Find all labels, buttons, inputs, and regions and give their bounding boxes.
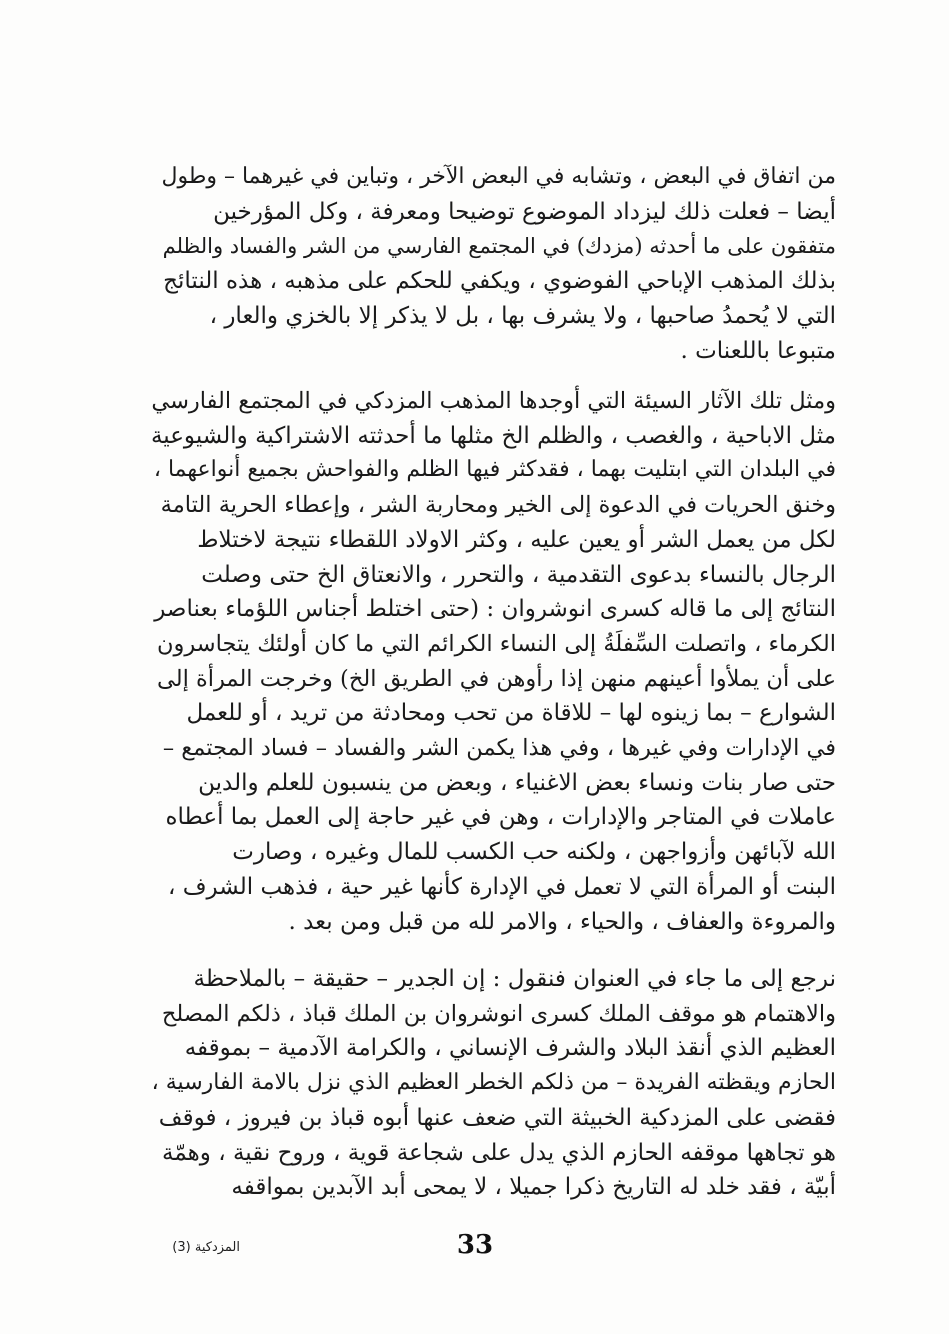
paragraph-3 — [150, 962, 836, 1205]
text-line: في الإدارات وفي غيرها ، وفي هذا يكمن الشر والفساد – فساد المجتمع – — [162, 735, 836, 762]
text-line: مثل الاباحية ، والغصب ، والظلم الخ مثلها ما أحدثته الاشتراكية والشيوعية — [150, 422, 836, 449]
text-line: بذلك المذهب الإباحي الفوضوي ، ويكفي للحكم على مذهبه ، هذه النتائج — [163, 268, 836, 295]
text-line: فقضى على المزدكية الخبيثة التي ضعف عنها أبوه قباذ بن فيروز ، فوقف — [158, 1104, 836, 1131]
text-line: التي لا يُحمدُ صاحبها ، ولا يشرف بها ، بل لا يذكر إلا بالخزي والعار ، — [209, 302, 836, 329]
text-line: وخنق الحريات في الدعوة إلى الخير ومحاربة الشر ، وإعطاء الحرية التامة — [160, 492, 836, 519]
text-line: والمروءة والعفاف ، والحياء ، والامر لله من قبل ومن بعد . — [288, 908, 836, 935]
text-line: الكرماء ، واتصلت السِّفلَةُ إلى النساء الكرائم التي ما كان أولئك يتجاسرون — [156, 630, 836, 657]
text-line: الله لآبائهن وأزواجهن ، ولكنه حب الكسب للمال وغيره ، وصارت — [232, 839, 836, 866]
text-line: الحازم ويقظته الفريدة – من ذلكم الخطر العظيم الذي نزل بالامة الفارسية ، — [151, 1070, 836, 1096]
text-line: ومثل تلك الآثار السيئة التي أوجدها المذهب المزدكي في المجتمع الفارسي — [151, 388, 836, 414]
text-line: متفقون على ما أحدثه (مزدك) في المجتمع الفارسي من الشر والفساد والظلم — [162, 234, 836, 259]
text-line: هو تجاهها موقفه الحازم الذي يدل على شجاعة قوية ، وروح نقية ، وهمّة — [162, 1139, 836, 1166]
text-line: حتى صار بنات ونساء بعض الاغنياء ، وبعض من ينسبون للعلم والدين — [198, 769, 836, 796]
paragraph-1 — [150, 160, 836, 368]
page-number: 33 — [456, 1230, 494, 1260]
text-line: لكل من يعمل الشر أو يعين عليه ، وكثر الاولاد اللقطاء نتيجة لاختلاط — [197, 526, 836, 553]
text-line: والاهتمام هو موقف الملك كسرى انوشروان بن الملك قباذ ، ذلكم المصلح — [161, 1000, 836, 1027]
text-line: الشوارع – بما زينوه لها – للاقاة من تحب ومحادثة من تريد ، أو للعمل — [186, 700, 836, 727]
text-line: متبوعا باللعنات . — [680, 337, 836, 364]
text-line: أيضا – فعلت ذلك ليزداد الموضوع توضيحا ومعرفة ، وكل المؤرخين — [213, 198, 836, 225]
text-line: نرجع إلى ما جاء في العنوان فنقول : إن الجدير – حقيقة – بالملاحظة — [193, 966, 836, 992]
text-line: في البلدان التي ابتليت بهما ، فقدكثر فيها الظلم والفواحش بجميع أنواعهما ، — [153, 457, 836, 483]
text-line: العظيم الذي أنقذ البلاد والشرف الإنساني ، والكرامة الآدمية – بموقفه — [184, 1035, 836, 1062]
text-line: من اتفاق في البعض ، وتشابه في البعض الآخر ، وتباين في غيرهما – وطول — [161, 164, 836, 189]
text-line: النتائج إلى ما قاله كسرى انوشروان : (حتى اختلط أجناس اللؤماء بعناصر — [154, 596, 836, 623]
text-line: البنت أو المرأة التي لا تعمل في الإدارة كأنها غير حية ، فذهب الشرف ، — [167, 873, 836, 900]
paragraph-2 — [150, 384, 836, 939]
text-line: الرجال بالنساء بدعوى التقدمية ، والتحرر ، والانعتاق الخ حتى وصلت — [201, 561, 836, 588]
text-line: على أن يملأوا أعينهم منهن إذا رأوهن في الطريق الخ) وخرجت المرأة إلى — [156, 665, 836, 692]
printer-signature: المزدكية (3) — [172, 1240, 240, 1255]
text-line: عاملات في المتاجر والإدارات ، وهن في غير حاجة إلى العمل بما أعطاه — [165, 804, 836, 831]
text-line: أبيّة ، فقد خلد له التاريخ ذكرا جميلا ، لا يمحى أبد الآبدين بمواقفه — [231, 1174, 836, 1201]
